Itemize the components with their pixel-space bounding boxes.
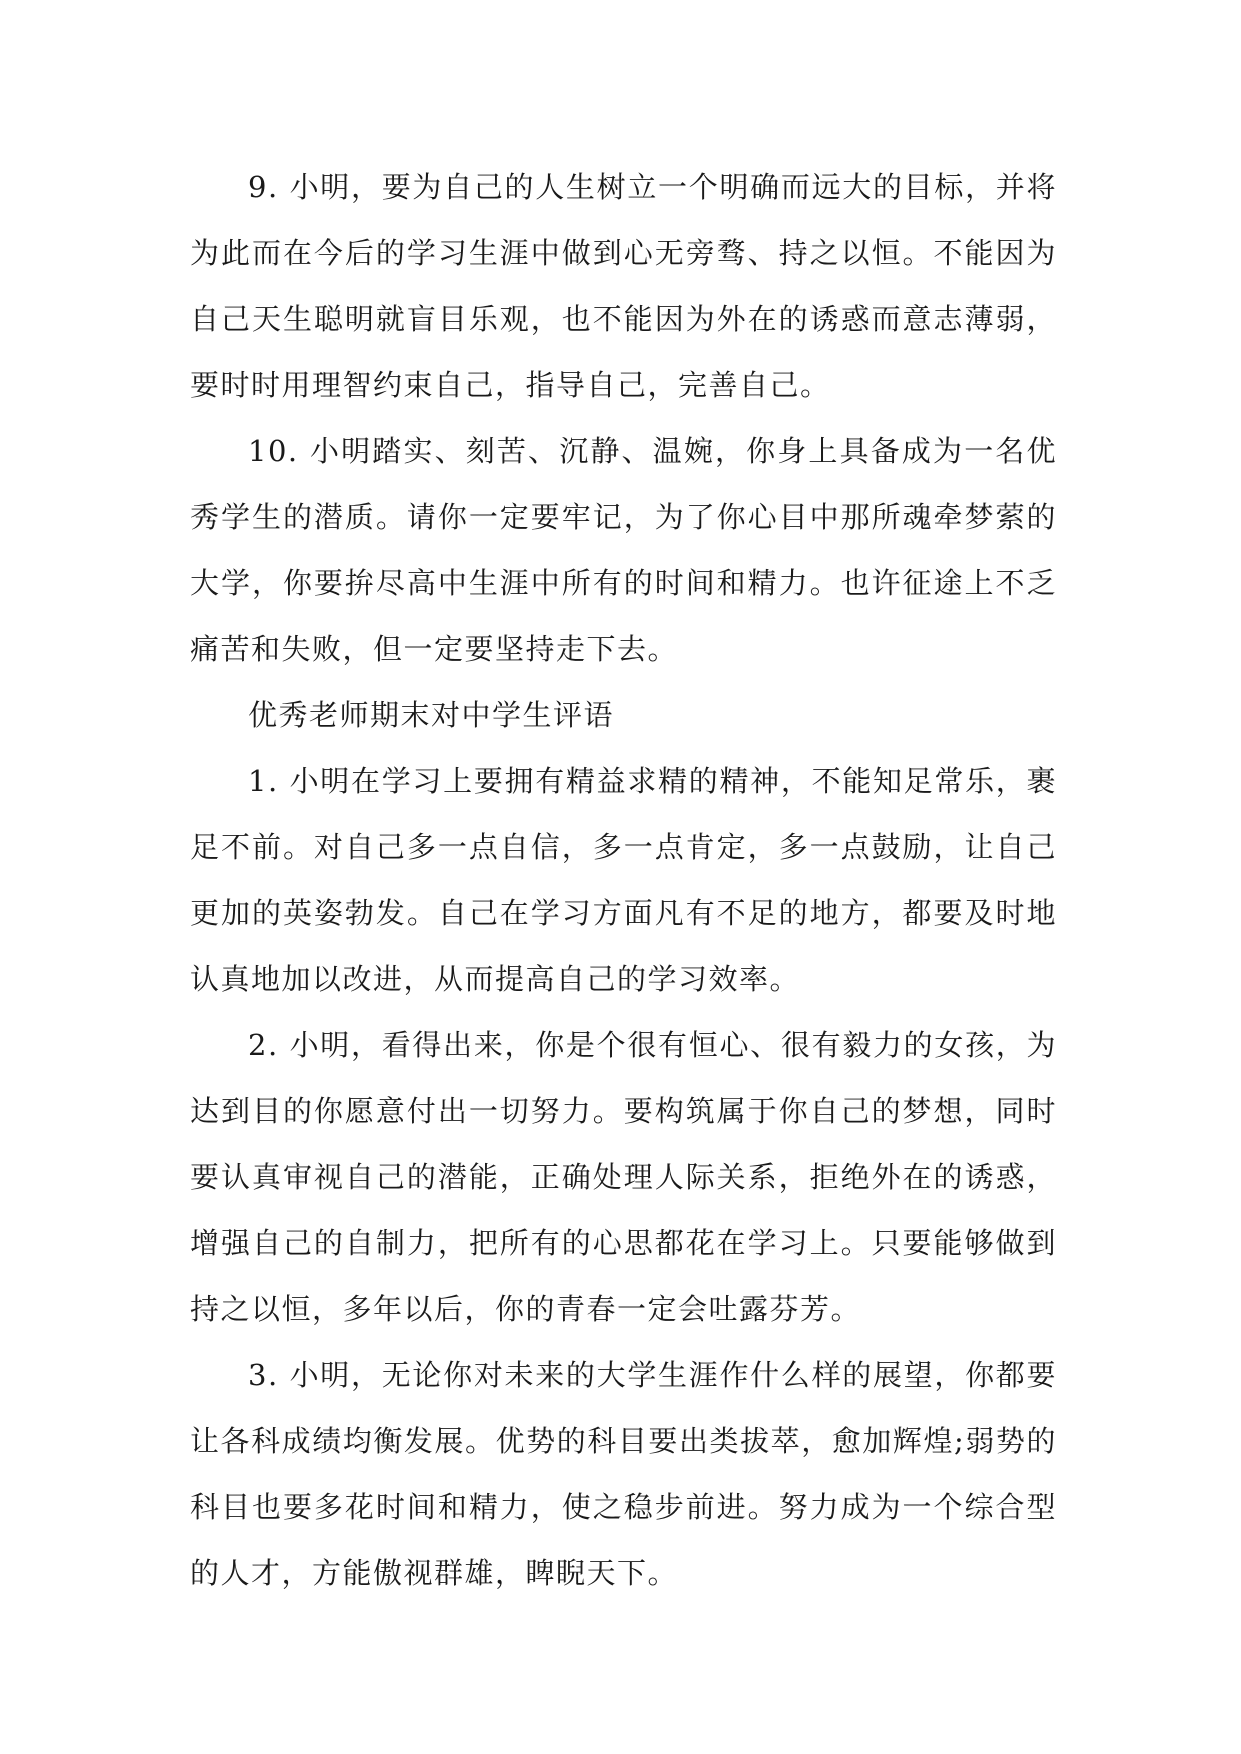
paragraph-9: 9. 小明，要为自己的人生树立一个明确而远大的目标，并将为此而在今后的学习生涯中做到心无旁骛、持之以恒。不能因为自己天生聪明就盲目乐观，也不能因为外在的诱惑而意志薄弱，要时时用理智约束自己，指导自己，完善自己。 <box>190 170 1057 402</box>
paragraph-1: 1. 小明在学习上要拥有精益求精的精神，不能知足常乐，裹足不前。对自己多一点自信，多一点肯定，多一点鼓励，让自己更加的英姿勃发。自己在学习方面凡有不足的地方，都要及时地认真地加以改进，从而提高自己的学习效率。 <box>190 764 1057 996</box>
paragraph-10: 10. 小明踏实、刻苦、沉静、温婉，你身上具备成为一名优秀学生的潜质。请你一定要牢记，为了你心目中那所魂牵梦萦的大学，你要拚尽高中生涯中所有的时间和精力。也许征途上不乏痛苦和失败，但一定要坚持走下去。 <box>190 434 1057 666</box>
paragraph-2: 2. 小明，看得出来，你是个很有恒心、很有毅力的女孩，为达到目的你愿意付出一切努力。要构筑属于你自己的梦想，同时要认真审视自己的潜能，正确处理人际关系，拒绝外在的诱惑，增强自己的自制力，把所有的心思都花在学习上。只要能够做到持之以恒，多年以后，你的青春一定会吐露芬芳。 <box>190 1028 1057 1326</box>
section-heading: 优秀老师期末对中学生评语 <box>248 698 615 732</box>
paragraph-3: 3. 小明，无论你对未来的大学生涯作什么样的展望，你都要让各科成绩均衡发展。优势的科目要出类拔萃，愈加辉煌;弱势的科目也要多花时间和精力，使之稳步前进。努力成为一个综合型的人才，方能傲视群雄，睥睨天下。 <box>190 1358 1057 1590</box>
